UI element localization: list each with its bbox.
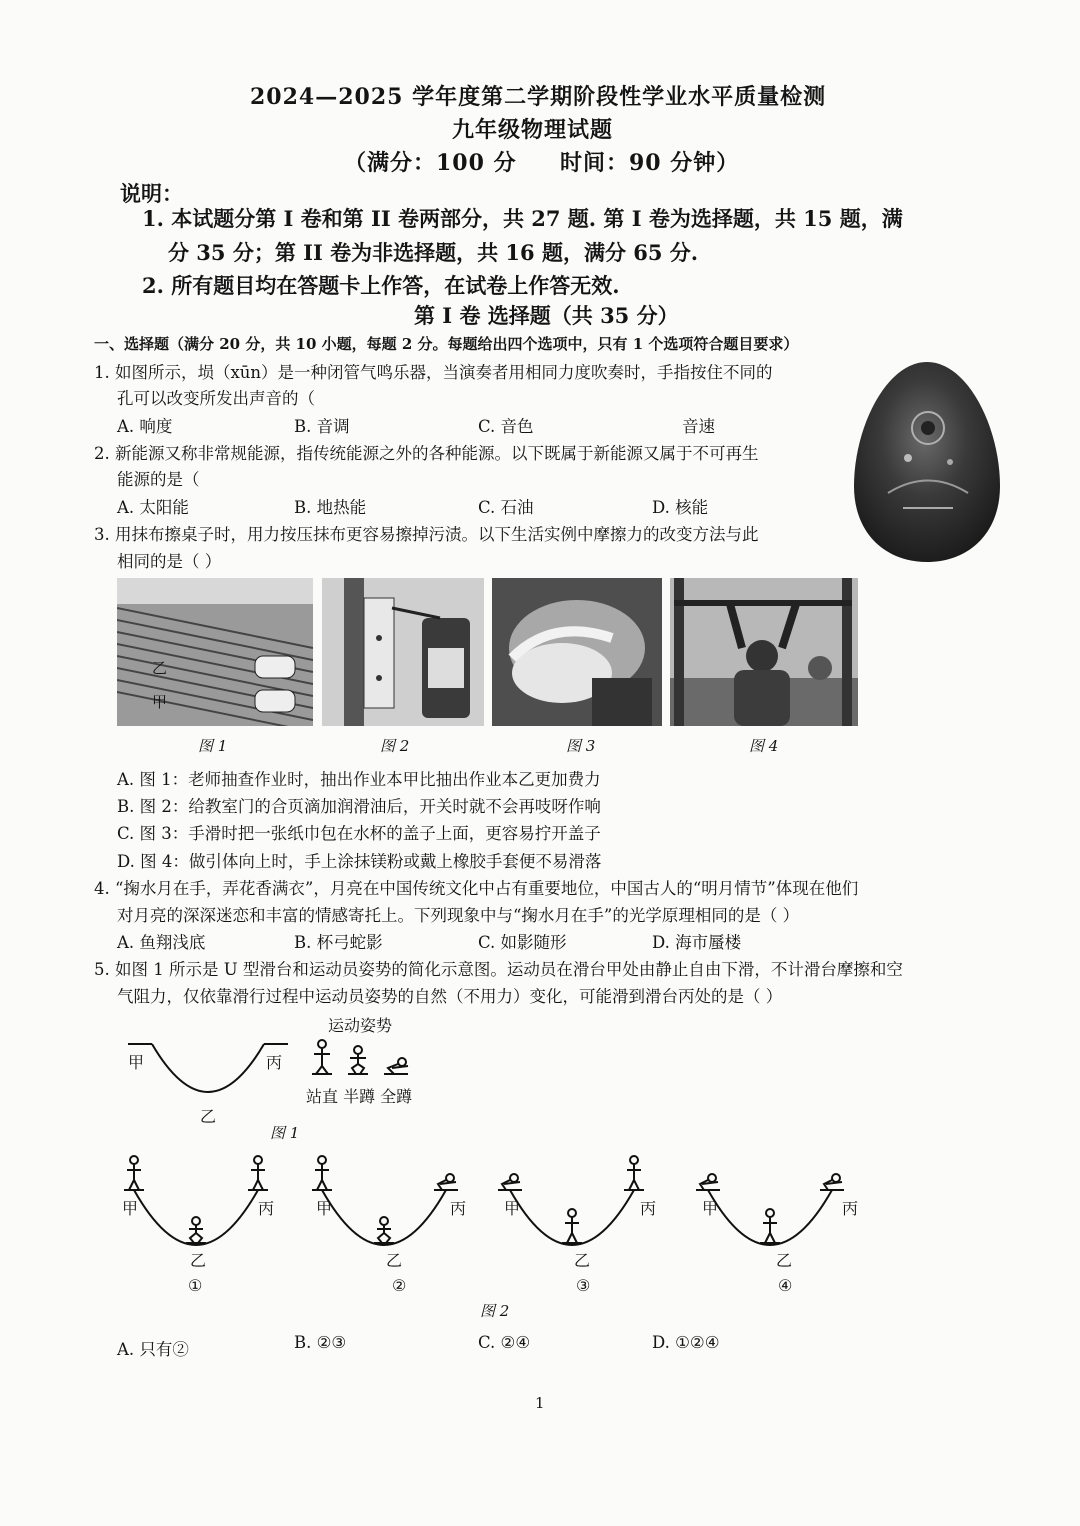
s3-bing: 丙 <box>640 1199 657 1218</box>
q5-fig2-caption: 图 2 <box>480 1302 510 1320</box>
scenario-3-number: ③ <box>576 1276 591 1295</box>
notes-line1a: 1. 本试题分第 I 卷和第 II 卷两部分，共 27 题. 第 I 卷为选择题，共 15 题，满 <box>142 206 903 231</box>
fig1-caption: 图 1 <box>198 737 228 755</box>
full-score: （满分：100 分 <box>344 150 517 176</box>
q5-option-c: C. ②④ <box>478 1333 531 1352</box>
q4-line1: 4. “掬水月在手，弄花香满衣”，月亮在中国传统文化中占有重要地位，中国古人的“明月情节”体现在他们 <box>94 879 859 898</box>
q5-fig1-caption: 图 1 <box>270 1124 300 1142</box>
q1-option-d: 音速 <box>682 417 715 436</box>
part1-heading: 一、选择题（满分 20 分，共 10 小题，每题 2 分。每题给出四个选项中，只有 1 个选项符合题目要求） <box>94 335 799 353</box>
q2-option-d: D. 核能 <box>652 498 709 517</box>
exam-subtitle: 九年级物理试题 <box>452 117 614 143</box>
fig1-label-bing: 丙 <box>266 1053 283 1072</box>
s1-bing: 丙 <box>258 1199 275 1218</box>
figure-4-pull-up <box>670 578 858 726</box>
s3-yi: 乙 <box>574 1251 591 1270</box>
q5-line1: 5. 如图 1 所示是 U 型滑台和运动员姿势的简化示意图。运动员在滑台甲处由静止自由下滑，不计滑台摩擦和空 <box>94 960 903 979</box>
s4-bing: 丙 <box>842 1199 859 1218</box>
notebook-tag-yi: 乙 <box>152 659 168 677</box>
q5-option-d: D. ①②④ <box>652 1333 720 1352</box>
q5-figure-2-scenarios <box>112 1150 882 1260</box>
q4-option-a: A. 鱼翔浅底 <box>117 933 206 952</box>
q2-line1: 2. 新能源又称非常规能源，指传统能源之外的各种能源。以下既属于新能源又属于不可再生 <box>94 444 759 463</box>
q1-option-a: A. 响度 <box>117 417 173 436</box>
scenario-1-number: ① <box>188 1276 203 1295</box>
figure-2-door-hinge <box>322 578 484 726</box>
q4-line2: 对月亮的深深迷恋和丰富的情感寄托上。下列现象中与“掬水月在手”的光学原理相同的是（ ） <box>117 906 800 925</box>
figure-3-cup-lid <box>492 578 662 726</box>
s2-jia: 甲 <box>316 1199 333 1218</box>
pose-title: 运动姿势 <box>328 1016 393 1035</box>
q2-option-a: A. 太阳能 <box>117 498 189 517</box>
q5-option-a: A. 只有② <box>117 1340 189 1359</box>
s4-yi: 乙 <box>776 1251 793 1270</box>
fig2-caption: 图 2 <box>380 737 410 755</box>
q1-line2: 孔可以改变所发出声音的（ <box>117 389 315 408</box>
pose-labels: 站直 半蹲 全蹲 <box>306 1087 413 1106</box>
fig1-label-yi: 乙 <box>200 1107 217 1126</box>
page-number: 1 <box>535 1394 545 1412</box>
q3-option-c: C. 图 3：手滑时把一张纸巾包在水杯的盖子上面，更容易拧开盖子 <box>117 824 601 843</box>
section-title: 第 I 卷 选择题（共 35 分） <box>414 303 679 328</box>
q2-line2: 能源的是（ <box>117 470 200 489</box>
q5-option-b: B. ②③ <box>294 1333 347 1352</box>
q3-option-a: A. 图 1：老师抽查作业时，抽出作业本甲比抽出作业本乙更加费力 <box>117 770 601 789</box>
xun-instrument-image <box>848 358 1006 566</box>
notes-line1b: 分 35 分；第 II 卷为非选择题，共 16 题，满分 65 分. <box>168 240 699 265</box>
q1-line1: 1. 如图所示，埙（xūn）是一种闭管气鸣乐器，当演奏者用相同力度吹奏时，手指按住不同的 <box>94 363 773 382</box>
figure-1-notebooks <box>117 578 313 726</box>
s1-yi: 乙 <box>190 1251 207 1270</box>
notes-line2: 2. 所有题目均在答题卡上作答，在试卷上作答无效. <box>142 273 620 298</box>
s3-jia: 甲 <box>504 1199 521 1218</box>
s4-jia: 甲 <box>702 1199 719 1218</box>
q4-option-d: D. 海市蜃楼 <box>652 933 742 952</box>
scenario-2-number: ② <box>392 1276 407 1295</box>
s1-jia: 甲 <box>122 1199 139 1218</box>
fig1-label-jia: 甲 <box>128 1053 145 1072</box>
q4-option-b: B. 杯弓蛇影 <box>294 933 383 952</box>
q3-line2: 相同的是（ ） <box>117 552 222 571</box>
q3-option-b: B. 图 2：给教室门的合页滴加润滑油后，开关时就不会再吱呀作响 <box>117 797 601 816</box>
q3-option-d: D. 图 4：做引体向上时，手上涂抹镁粉或戴上橡胶手套便不易滑落 <box>117 852 602 871</box>
scenario-4-number: ④ <box>778 1276 793 1295</box>
q5-line2: 气阻力，仅依靠滑行过程中运动员姿势的自然（不用力）变化，可能滑到滑台丙处的是（ ） <box>117 987 783 1006</box>
fig4-caption: 图 4 <box>749 737 779 755</box>
q1-option-c: C. 音色 <box>478 417 534 436</box>
q1-option-b: B. 音调 <box>294 417 350 436</box>
q2-option-c: C. 石油 <box>478 498 534 517</box>
notes-label: 说明： <box>120 181 183 206</box>
exam-title: 2024—2025 学年度第二学期阶段性学业水平质量检测 <box>250 84 827 110</box>
q4-option-c: C. 如影随形 <box>478 933 567 952</box>
s2-bing: 丙 <box>450 1199 467 1218</box>
q3-line1: 3. 用抹布擦桌子时，用力按压抹布更容易擦掉污渍。以下生活实例中摩擦力的改变方法与此 <box>94 525 759 544</box>
exam-time: 时间：90 分钟） <box>560 150 740 176</box>
fig3-caption: 图 3 <box>566 737 596 755</box>
q2-option-b: B. 地热能 <box>294 498 367 517</box>
notebook-tag-jia: 甲 <box>152 693 168 711</box>
s2-yi: 乙 <box>386 1251 403 1270</box>
